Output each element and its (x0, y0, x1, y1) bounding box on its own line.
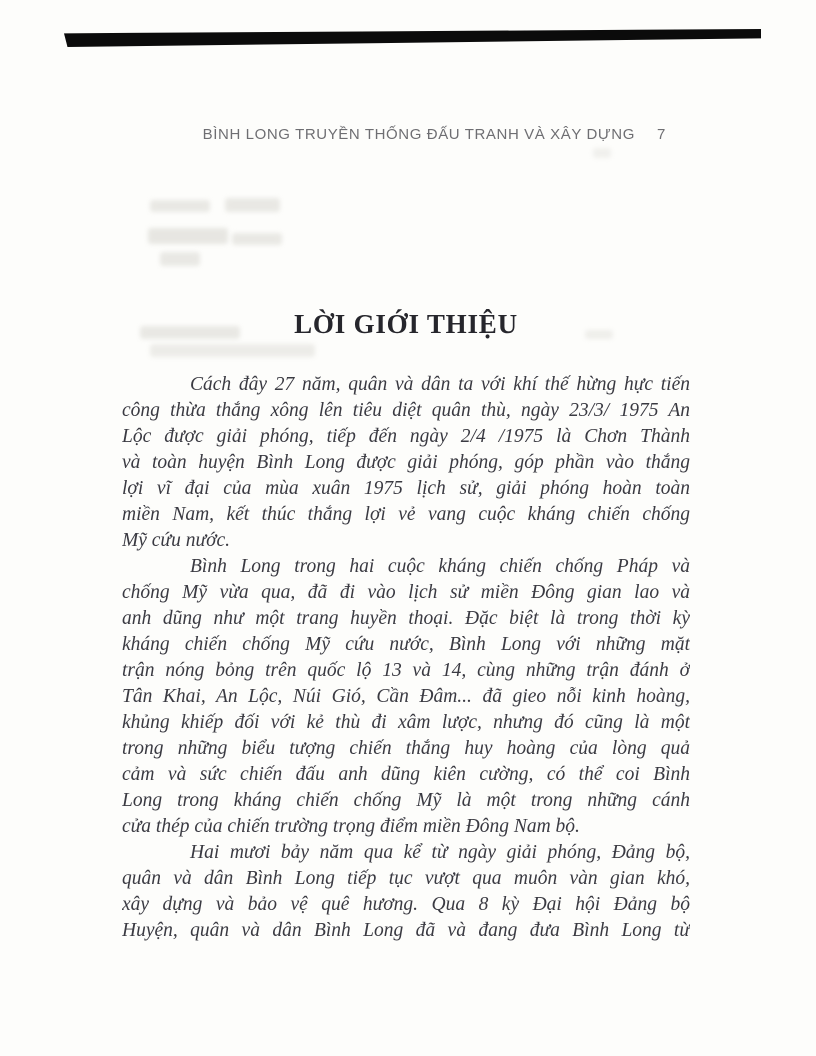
text-line: anh dũng như một trang huyền thoại. Đặc biệt là trong thời kỳ (122, 608, 690, 629)
text-line: kháng chiến chống Mỹ cứu nước, Bình Long với những mặt (122, 634, 690, 655)
bleed-through-artifact (150, 200, 210, 212)
running-header-title: BÌNH LONG TRUYỀN THỐNG ĐẤU TRANH VÀ XÂY DỰNG (202, 126, 635, 143)
text-line: xây dựng và bảo vệ quê hương. Qua 8 kỳ Đại hội Đảng bộ (122, 894, 690, 915)
paragraph-3 (122, 840, 690, 944)
page-number: 7 (657, 126, 666, 143)
paragraph-1 (122, 372, 690, 554)
text-line: Lộc được giải phóng, tiếp đến ngày 2/4 /1975 là Chơn Thành (122, 426, 690, 447)
bleed-through-artifact (150, 344, 315, 357)
text-line: chống Mỹ vừa qua, đã đi vào lịch sử miền Đông gian lao và (122, 582, 690, 603)
text-line: cảm và sức chiến đấu anh dũng kiên cường, có thể coi Bình (122, 764, 690, 785)
scan-ink-bar (64, 29, 761, 47)
text-line: quân và dân Bình Long tiếp tục vượt qua muôn vàn gian khó, (122, 868, 690, 889)
text-line: Mỹ cứu nước. (122, 530, 231, 551)
bleed-through-artifact (225, 198, 280, 212)
text-line: trong những biểu tượng chiến thắng huy hoàng của lòng quả (122, 738, 690, 759)
text-line: Hai mươi bảy năm qua kể từ ngày giải phóng, Đảng bộ, (190, 842, 690, 863)
text-line: miền Nam, kết thúc thắng lợi vẻ vang cuộc kháng chiến chống (122, 504, 690, 525)
bleed-through-artifact (593, 148, 611, 158)
text-line: và toàn huyện Bình Long được giải phóng, góp phần vào thắng (122, 452, 690, 473)
body-text-column (122, 372, 690, 944)
text-line: trận nóng bỏng trên quốc lộ 13 và 14, cùng những trận đánh ở (122, 660, 690, 681)
text-line: Long trong kháng chiến chống Mỹ là một trong những cánh (122, 790, 690, 811)
bleed-through-artifact (232, 233, 282, 245)
bleed-through-artifact (160, 252, 200, 266)
section-title: LỜI GIỚI THIỆU (294, 309, 518, 340)
paragraph-2 (122, 554, 690, 840)
text-line: Huyện, quân và dân Bình Long đã và đang đưa Bình Long từ (122, 920, 690, 941)
text-line: lợi vĩ đại của mùa xuân 1975 lịch sử, giải phóng hoàn toàn (122, 478, 690, 499)
text-line: Tân Khai, An Lộc, Núi Gió, Cần Đâm... đã gieo nỗi kinh hoàng, (122, 686, 690, 707)
text-line: cửa thép của chiến trường trọng điểm miền Đông Nam bộ. (122, 816, 580, 837)
text-line: Cách đây 27 năm, quân và dân ta với khí thế hừng hực tiến (190, 374, 690, 395)
running-header (150, 126, 718, 143)
text-line: Bình Long trong hai cuộc kháng chiến chống Pháp và (190, 556, 690, 577)
text-line: khủng khiếp đối với kẻ thù đi xâm lược, nhưng đó cũng là một (122, 712, 690, 733)
text-line: công thừa thắng xông lên tiêu diệt quân thù, ngày 23/3/ 1975 An (122, 400, 690, 421)
bleed-through-artifact (148, 228, 228, 244)
